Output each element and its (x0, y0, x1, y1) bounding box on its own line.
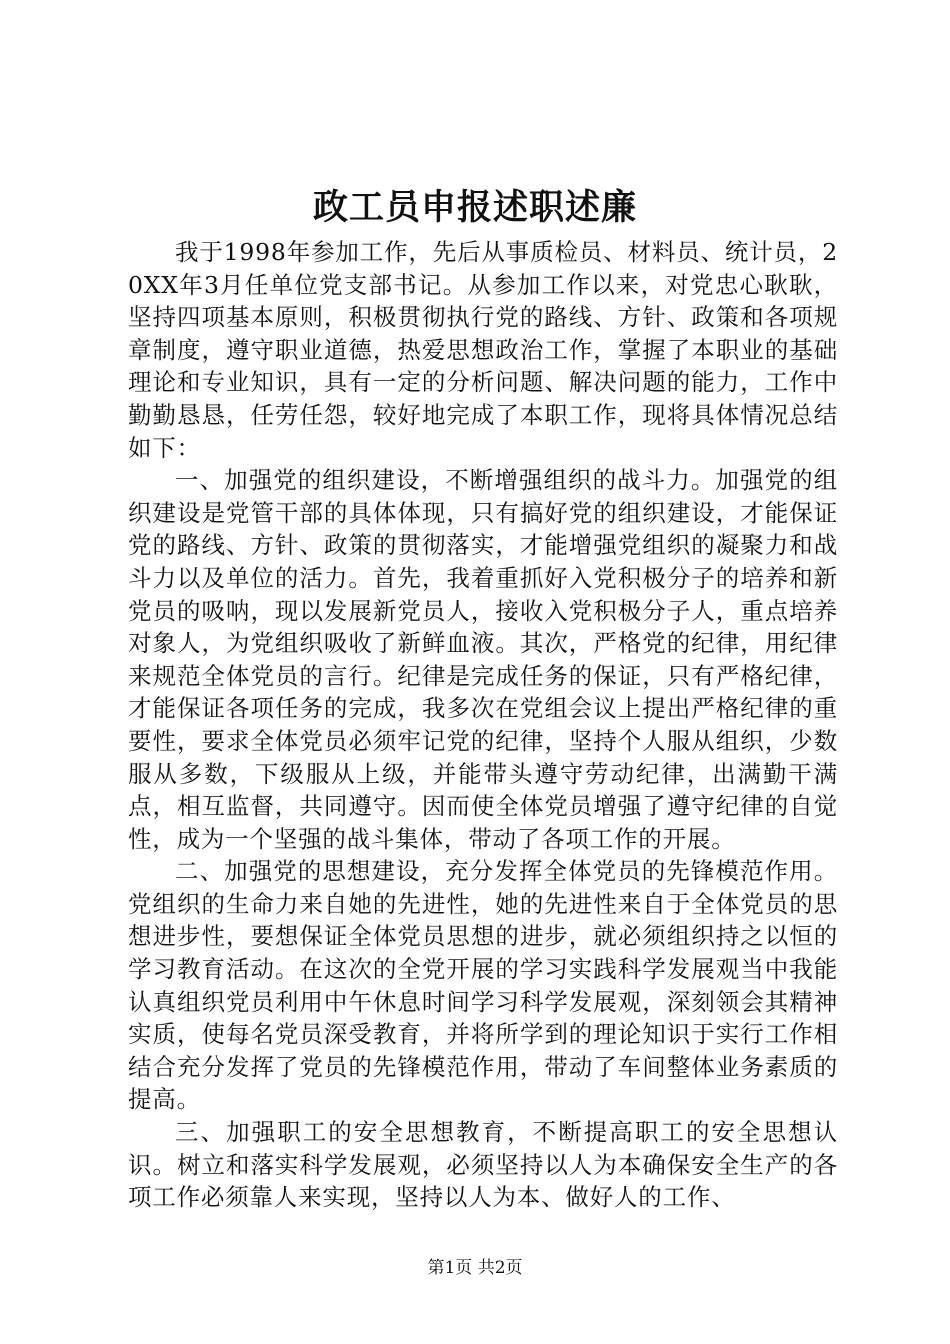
document-body (128, 236, 838, 1214)
document-title: 政工员申报述职述廉 (312, 187, 637, 228)
paragraph-section-3: 三、加强职工的安全思想教育，不断提高职工的安全思想认识。树立和落实科学发展观，必须坚持以人为本确保安全生产的各项工作必须靠人来实现，坚持以人为本、做好人的工作、 (128, 1118, 838, 1212)
page-footer: 第1页 共2页 (427, 1258, 523, 1278)
paragraph-section-1: 一、加强党的组织建设，不断增强组织的战斗力。加强党的组织建设是党管干部的具体体现，只有搞好党的组织建设，才能保证党的路线、方针、政策的贯彻落实，才能增强党组织的凝聚力和战斗力以及单位的活力。首先，我着重抓好入党积极分子的培养和新党员的吸呐，现以发展新党员人，接收入党积极分子人，重点培养对象人，为党组织吸收了新鲜血液。其次，严格党的纪律，用纪律来规范全体党员的言行。纪律是完成任务的保证，只有严格纪律，才能保证各项任务的完成，我多次在党组会议上提出严格纪律的重要性，要求全体党员必须牢记党的纪律，坚持个人服从组织，少数服从多数，下级服从上级，并能带头遵守劳动纪律，出满勤干满点，相互监督，共同遵守。因而使全体党员增强了遵守纪律的自觉性，成为一个坚强的战斗集体，带动了各项工作的开展。 (128, 466, 838, 853)
paragraph-intro: 我于1998年参加工作，先后从事质检员、材料员、统计员，20XX年3月任单位党支部书记。从参加工作以来，对党忠心耿耿，坚持四项基本原则，积极贯彻执行党的路线、方针、政策和各项规章制度，遵守职业道德，热爱思想政治工作，掌握了本职业的基础理论和专业知识，具有一定的分析问题、解决问题的能力，工作中勤勤恳恳，任劳任怨，较好地完成了本职工作，现将具体情况总结如下： (128, 238, 838, 462)
paragraph-section-2: 二、加强党的思想建设，充分发挥全体党员的先锋模范作用。党组织的生命力来自她的先进性，她的先进性来自于全体党员的思想进步性，要想保证全体党员思想的进步，就必须组织持之以恒的学习教育活动。在这次的全党开展的学习实践科学发展观当中我能认真组织党员利用中午休息时间学习科学发展观，深刻领会其精神实质，使每名党员深受教育，并将所学到的理论知识于实行工作相结合充分发挥了党员的先锋模范作用，带动了车间整体业务素质的提高。 (128, 857, 838, 1114)
